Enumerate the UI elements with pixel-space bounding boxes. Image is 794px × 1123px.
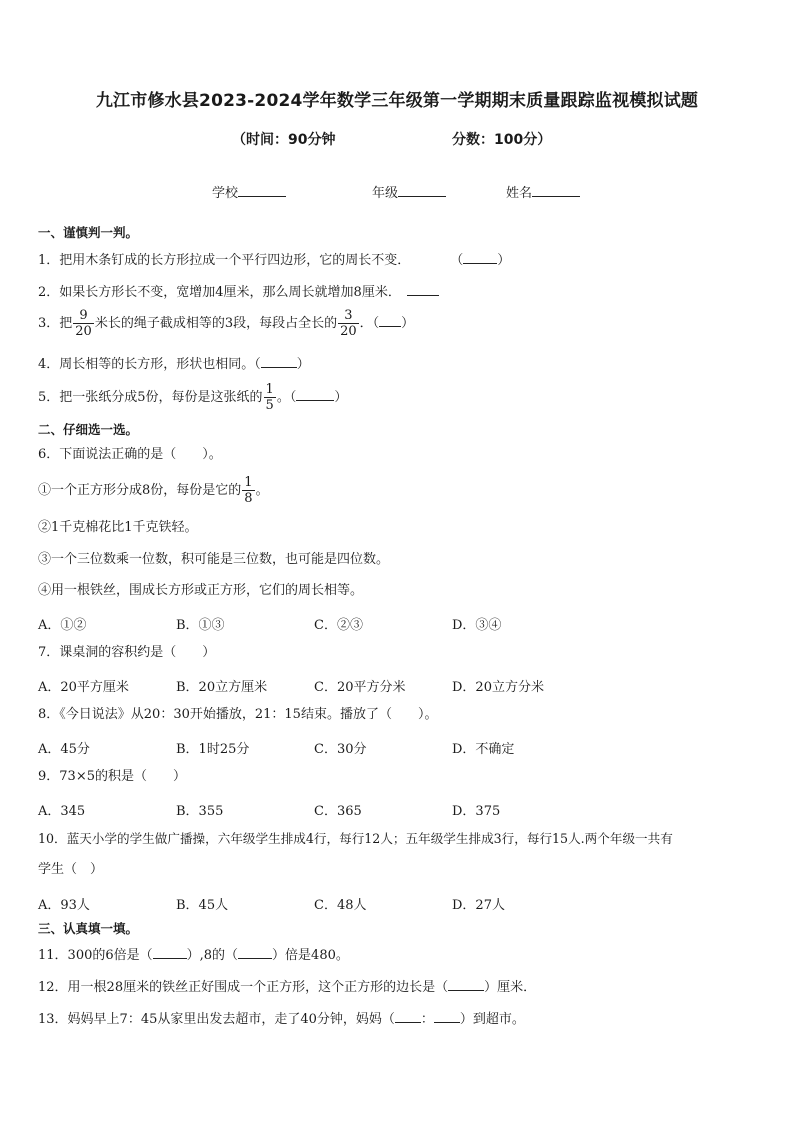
fraction-denominator: 8: [244, 491, 253, 506]
question-3-text-b: 米长的绳子截成相等的3段，每段占全长的: [94, 316, 338, 331]
question-13-text-c: ）到超市。: [459, 1012, 525, 1027]
q10-option-d[interactable]: D．27人: [452, 898, 505, 913]
school-label: 学校: [212, 186, 239, 201]
question-12-text-a: 12．用一根28厘米的铁丝正好围成一个正方形，这个正方形的边长是（: [38, 980, 449, 995]
question-10-stem-line-1: 10．蓝天小学的学生做广播操，六年级学生排成4行，每行12人；五年级学生排成3行，每行15人.两个年级一共有: [38, 831, 673, 846]
paren-close: ）: [497, 253, 511, 268]
name-label: 姓名: [506, 186, 533, 201]
q9-option-d[interactable]: D．375: [452, 804, 501, 819]
paren-close: ）: [296, 357, 310, 372]
grade-blank[interactable]: [398, 184, 446, 197]
school-field[interactable]: [212, 182, 286, 201]
page-title: 九江市修水县2023-2024学年数学三年级第一学期期末质量跟踪监视模拟试题: [95, 91, 699, 111]
section-heading-2: 二、仔细选一选。: [38, 422, 139, 437]
q6-option-d[interactable]: D．③④: [452, 618, 502, 633]
section-heading-3: 三、认真填一填。: [38, 921, 139, 936]
question-3-text-c: ．（: [359, 316, 380, 331]
fraction-numerator: 1: [265, 382, 274, 397]
fraction-denominator: 20: [340, 324, 357, 339]
answer-blank-11b[interactable]: [238, 946, 272, 959]
question-6-statement-2: ②1千克棉花比1千克铁轻。: [38, 520, 198, 535]
q8-option-b[interactable]: B．1时25分: [176, 742, 250, 757]
question-7-stem: 7．课桌洞的容积约是（ ）: [38, 645, 216, 660]
section-heading-1: 一、谨慎判一判。: [38, 225, 139, 240]
q8-option-d[interactable]: D．不确定: [452, 742, 515, 757]
fraction-9-20: [73, 308, 94, 339]
q7-option-b[interactable]: B．20立方厘米: [176, 680, 268, 695]
answer-blank-2[interactable]: [407, 283, 439, 296]
question-13-text-a: 13．妈妈早上7：45从家里出发去超市，走了40分钟，妈妈（: [38, 1012, 395, 1027]
fraction-denominator: 5: [265, 398, 274, 413]
q10-option-b[interactable]: B．45人: [176, 898, 229, 913]
q9-option-c[interactable]: C．365: [314, 804, 362, 819]
fraction-numerator: 3: [338, 308, 359, 324]
question-11-text-c: ）倍是480。: [272, 948, 349, 963]
paren-open: （: [450, 253, 464, 268]
question-6-stem: 6．下面说法正确的是（ ）。: [38, 447, 222, 462]
answer-blank-5[interactable]: [296, 388, 334, 401]
paren-close: ）: [401, 316, 415, 331]
answer-blank-13-minute[interactable]: [434, 1010, 460, 1023]
question-2: [38, 283, 439, 301]
answer-blank-12[interactable]: [448, 978, 484, 991]
question-11-text-a: 11．300的6倍是（: [38, 948, 153, 963]
question-2-text: 2．如果长方形长不变，宽增加4厘米，那么周长就增加8厘米．: [38, 285, 401, 300]
score-label: 分数：100分）: [452, 132, 552, 148]
question-1-text: 1．把用木条钉成的长方形拉成一个平行四边形，它的周长不变．: [38, 253, 411, 268]
question-6-statement-3: ③一个三位数乘一位数，积可能是三位数，也可能是四位数。: [38, 552, 390, 567]
fraction-numerator: 1: [244, 475, 253, 490]
q6-option-a[interactable]: A．①②: [38, 618, 87, 633]
q8-option-a[interactable]: A．45分: [38, 742, 90, 757]
name-blank[interactable]: [532, 184, 580, 197]
question-1: [38, 251, 510, 269]
question-5-text-b: 。（: [276, 390, 297, 405]
q8-option-c[interactable]: C．30分: [314, 742, 367, 757]
answer-blank-11a[interactable]: [153, 946, 187, 959]
fraction-1-8: [242, 475, 254, 506]
statement-1-end: 。: [255, 483, 269, 498]
q9-option-b[interactable]: B．355: [176, 804, 224, 819]
school-blank[interactable]: [238, 184, 286, 197]
statement-1-text: ①一个正方形分成8份，每份是它的: [38, 483, 242, 498]
question-11: [38, 946, 349, 964]
grade-label: 年级: [372, 186, 399, 201]
question-10-stem-line-2: 学生（ ）: [38, 862, 104, 877]
question-4: [38, 355, 310, 373]
answer-blank-4[interactable]: [261, 355, 297, 368]
name-field[interactable]: [506, 182, 580, 201]
question-13: [38, 1010, 525, 1028]
grade-field[interactable]: [372, 182, 446, 201]
question-3: [38, 308, 414, 339]
question-5: [38, 382, 347, 413]
q7-option-a[interactable]: A．20平方厘米: [38, 680, 129, 695]
q6-option-c[interactable]: C．②③: [314, 618, 363, 633]
fraction-denominator: 20: [75, 324, 92, 339]
q10-option-a[interactable]: A．93人: [38, 898, 90, 913]
q7-option-c[interactable]: C．20平方分米: [314, 680, 406, 695]
time-colon: ：: [420, 1012, 434, 1027]
question-9-stem: 9．73×5的积是（ ）: [38, 769, 186, 784]
answer-blank-13-hour[interactable]: [395, 1010, 421, 1023]
answer-blank-1[interactable]: [463, 251, 497, 264]
fraction-3-20: [338, 308, 359, 339]
q9-option-a[interactable]: A．345: [38, 804, 86, 819]
question-11-text-b: ）,8的（: [186, 948, 239, 963]
question-4-text: 4．周长相等的长方形，形状也相同。（: [38, 357, 261, 372]
question-12: [38, 978, 536, 996]
q7-option-d[interactable]: D．20立方分米: [452, 680, 544, 695]
question-8-stem: 8．《今日说法》从20：30开始播放，21：15结束。播放了（ ）。: [38, 707, 438, 722]
q10-option-c[interactable]: C．48人: [314, 898, 367, 913]
question-3-text-a: 3．把: [38, 316, 73, 331]
fraction-numerator: 9: [73, 308, 94, 324]
fraction-1-5: [264, 382, 276, 413]
paren-close: ）: [334, 390, 348, 405]
time-label: （时间：90分钟: [232, 132, 336, 148]
question-6-statement-4: ④用一根铁丝，围成长方形或正方形，它们的周长相等。: [38, 583, 364, 598]
question-5-text-a: 5．把一张纸分成5份，每份是这张纸的: [38, 390, 263, 405]
question-12-text-b: ）厘米．: [484, 980, 537, 995]
q6-option-b[interactable]: B．①③: [176, 618, 225, 633]
answer-blank-3[interactable]: [379, 314, 401, 327]
question-6-statement-1: [38, 475, 269, 506]
